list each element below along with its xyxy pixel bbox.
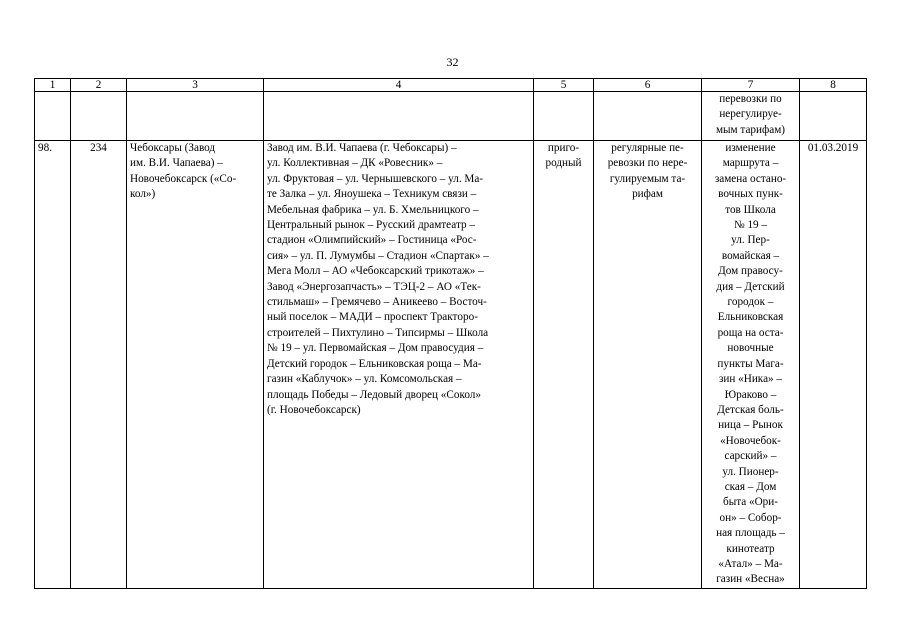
continuation-cell-4	[264, 92, 534, 141]
column-number-7: 7	[702, 79, 800, 92]
continuation-cell-1	[35, 92, 71, 141]
row-index: 98.	[35, 141, 71, 589]
change-date: 01.03.2019	[800, 141, 867, 589]
column-number-2: 2	[71, 79, 127, 92]
route-path: Завод им. В.И. Чапаева (г. Чебоксары) – ул. Коллективная – ДК «Ровесник» – ул. Фруктовая – ул. Чернышевского – ул. Ма- те Залка – ул. Яноушека – Техникум связи – Мебельная фабрика – ул. Б. Хмельницкого – Центральный рынок – Русский драмтеатр – стадион «Олимпийский» – Гостиница «Рос- сия» – ул. П. Лумумбы – Стадион «Спартак» – Мега Молл – АО «Чебоксарский трикотаж» – Завод «Энергозапчасть» – ТЭЦ-2 – АО «Тек- стильмаш» – Гремячево – Аникеево – Восточ- ный поселок – МАДИ – проспект Трактoро- строителей – Пихтулино – Типсирмы – Школа № 19 – ул. Первомайская – Дом правосудия – Детский городок – Ельниковская роща – Ма- газин «Каблучок» – ул. Комсомольская – площадь Победы – Ледовый дворец «Сокол» (г. Новочебоксарск)	[264, 141, 534, 589]
page-number: 32	[446, 55, 459, 69]
continuation-row	[35, 92, 867, 141]
column-number-6: 6	[594, 79, 702, 92]
continuation-cell-7: перевозки по нерегулируе- мым тарифам)	[702, 92, 800, 141]
continuation-cell-6	[594, 92, 702, 141]
route-name: Чебоксары (Завод им. В.И. Чапаева) – Новочебоксарск («Со- кол»)	[127, 141, 264, 589]
continuation-cell-3	[127, 92, 264, 141]
column-number-row	[35, 79, 867, 92]
route-number: 234	[71, 141, 127, 589]
column-number-3: 3	[127, 79, 264, 92]
transport-type: регулярные пе- ревозки по нере- гулируемым та- рифам	[594, 141, 702, 589]
column-number-8: 8	[800, 79, 867, 92]
continuation-cell-2	[71, 92, 127, 141]
column-number-1: 1	[35, 79, 71, 92]
route-changes-table	[34, 78, 867, 589]
route-type: приго- родный	[534, 141, 594, 589]
continuation-cell-8	[800, 92, 867, 141]
column-number-4: 4	[264, 79, 534, 92]
change-description: изменение маршрута – замена остано- вочных пунк- тов Школа № 19 – ул. Пер- вомайская – Дом правосу- дия – Детский городок – Ельниковская роща на оста- новочные пункты Мага- зин «Ника» – Юраково – Детская боль- ница – Рынок «Новочебок- сарский» – ул. Пионер- ская – Дом быта «Ори- он» – Собор- ная площадь – кинотеатр «Атал» – Ма- газин «Весна»	[702, 141, 800, 589]
continuation-cell-5	[534, 92, 594, 141]
column-number-5: 5	[534, 79, 594, 92]
table-row	[35, 141, 867, 589]
